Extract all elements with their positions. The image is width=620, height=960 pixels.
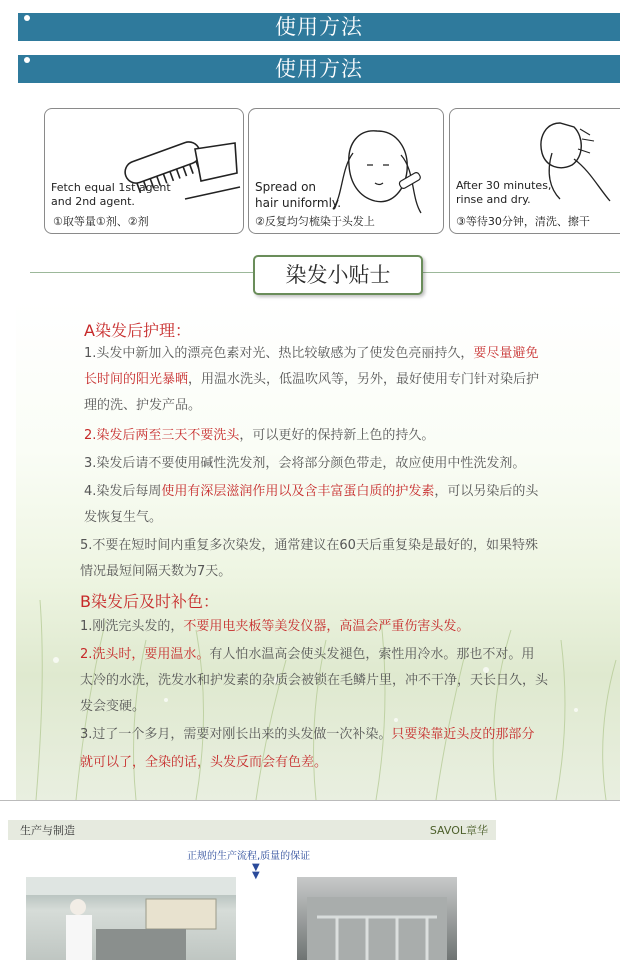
- tip-a4-line1: [84, 479, 614, 505]
- production-header-bar: [8, 820, 496, 840]
- machinery-photo: [297, 877, 457, 960]
- step-1-english: Fetch equal 1st agent and 2nd agent.: [51, 181, 171, 208]
- tip-b1: [80, 614, 610, 640]
- tip-text: ，用温水洗头，低温吹风等，另外，最好使用专门针对染后护: [188, 372, 540, 387]
- usage-banner-1: [18, 13, 620, 41]
- tip-b2-line1: [80, 642, 610, 668]
- tip-text: 1.头发中新加入的漂亮色素对光、热比较敏感为了使发色亮丽持久，: [84, 346, 474, 361]
- tip-a1-line2: [84, 367, 614, 393]
- machinery-scene: [297, 877, 457, 960]
- banner-title: 使用方法: [275, 57, 363, 81]
- tip-b3-line1: [80, 722, 610, 748]
- step-card-2: [248, 108, 444, 234]
- tip-highlight: 只要染靠近头皮的那部分: [391, 727, 535, 742]
- tip-text: 3.过了一个多月，需要对刚长出来的头发做一次补染。: [80, 727, 392, 742]
- tip-highlight: 就可以了，全染的话，头发反而会有色差。: [80, 755, 328, 770]
- step-2-chinese: ②反复均匀梳染于头发上: [255, 215, 375, 228]
- step-card-3: [449, 108, 620, 234]
- tip-a2: [84, 423, 614, 449]
- tip-highlight: 要尽量避免: [473, 346, 539, 361]
- section-a-heading: A染发后护理：: [84, 321, 191, 340]
- tip-b2-line3: 发会变硬。: [80, 699, 146, 714]
- tip-text: 1.刚洗完头发的，: [80, 619, 184, 634]
- production-title: 生产与制造: [20, 824, 75, 837]
- section-divider: [0, 800, 620, 801]
- tip-text: 理的洗、护发产品。: [84, 398, 202, 413]
- tip-text: 有人怕水温高会使头发褪色，索性用冷水。那也不对。用: [209, 647, 535, 662]
- production-subtitle: 正规的生产流程,质量的保证: [187, 851, 311, 862]
- tip-text: 4.染发后每周: [84, 484, 162, 499]
- banner-title: 使用方法: [275, 15, 363, 39]
- tip-b3-line2: [80, 750, 610, 776]
- usage-banner-2: [18, 55, 620, 83]
- tip-a5-line2: 情况最短间隔天数为7天。: [80, 564, 232, 579]
- factory-worker-photo: [26, 877, 236, 960]
- tip-highlight: 使用有深层滋润作用以及含丰富蛋白质的护发素: [161, 484, 435, 499]
- section-b-heading: B染发后及时补色：: [80, 592, 219, 611]
- tip-a5-line1: 5.不要在短时间内重复多次染发，通常建议在60天后重复染是最好的，如果特殊: [80, 538, 538, 553]
- tips-title: 染发小贴士: [253, 255, 423, 295]
- tip-b2-line2: 太冷的水洗，洗发水和护发素的杂质会被锁在毛鳞片里，冲不干净，天长日久，头: [80, 673, 549, 688]
- step-1-chinese: ①取等量①剂、②剂: [53, 215, 149, 228]
- down-arrow-icon: ▼ ▼: [252, 862, 260, 881]
- brand-logo: SAVOL章华: [429, 824, 488, 837]
- tip-a1-line3: [84, 393, 614, 419]
- dot-icon: [24, 57, 30, 63]
- tip-text: ，可以另染后的头: [434, 484, 539, 499]
- tip-a1-line1: [84, 341, 614, 367]
- tip-highlight: 2.洗头时，要用温水。: [80, 647, 210, 662]
- tip-text: ，可以更好的保持新上色的持久。: [239, 428, 435, 443]
- tip-a4-line2: 发恢复生气。: [84, 510, 163, 525]
- tip-highlight: 2.染发后两至三天不要洗头: [84, 428, 240, 443]
- tip-a3: 3.染发后请不要使用碱性洗发剂，会将部分颜色带走，故应使用中性洗发剂。: [84, 456, 526, 471]
- step-3-english: After 30 minutes, rinse and dry.: [456, 179, 552, 206]
- tip-highlight: 不要用电夹板等美发仪器，高温会严重伤害头发。: [183, 619, 470, 634]
- step-3-chinese: ③等待30分钟，清洗、擦干: [456, 215, 590, 228]
- step-2-english: Spread on hair uniformly.: [255, 180, 342, 210]
- tip-highlight: 长时间的阳光暴晒: [84, 372, 189, 387]
- factory-scene: [26, 877, 236, 960]
- step-card-1: [44, 108, 244, 234]
- dot-icon: [24, 15, 30, 21]
